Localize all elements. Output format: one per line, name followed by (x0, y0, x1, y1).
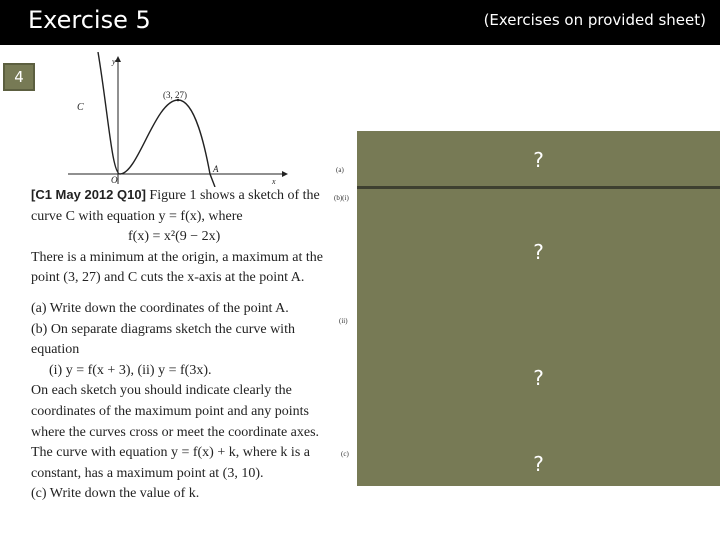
source-tag: [C1 May 2012 Q10] (31, 187, 146, 202)
equation: f(x) = x²(9 − 2x) (128, 229, 221, 245)
part-a-text: (a) Write down the coordinates of the point A. (31, 300, 289, 316)
answer-box-b-i-label: ? (533, 240, 544, 264)
answer-box-b-ii-label: ? (533, 366, 544, 390)
x-axis-label: x (272, 177, 276, 186)
answer-box-a-label: ? (533, 147, 544, 172)
part-b-instruction: On each sketch you should indicate clearly the coordinates of the maximum point and any points where the curves cross or meet the coordinate axes. (31, 383, 320, 440)
curve-label: C (77, 102, 84, 113)
part-c-text: (c) Write down the value of k. (31, 486, 200, 502)
slide-title: Exercise 5 (28, 6, 151, 34)
question-intro (31, 185, 331, 227)
curve-c (98, 52, 215, 187)
part-b-text: (b) On separate diagrams sketch the curve with equation (31, 321, 295, 358)
answer-box-c[interactable] (357, 441, 720, 486)
slide-subtitle: (Exercises on provided sheet) (483, 11, 706, 29)
part-b-options: (i) y = f(x + 3), (ii) y = f(3x). (49, 362, 212, 378)
point-a-label: A (213, 164, 219, 174)
max-point-label: (3, 27) (163, 90, 187, 100)
part-label-b-ii: (ii) (339, 317, 348, 325)
slide-header (0, 0, 720, 45)
y-axis-arrow (115, 56, 121, 62)
question-text (31, 185, 331, 505)
answer-box-b-i[interactable] (357, 189, 720, 315)
y-axis-label: y (112, 57, 116, 66)
question-number-badge: 4 (3, 63, 35, 91)
intro-text: Figure 1 shows a sketch of the curve C with equation y = f(x), where (31, 188, 320, 224)
answer-box-a[interactable] (357, 131, 720, 188)
part-label-c: (c) (341, 450, 349, 458)
part-label-b-i: (b)(i) (334, 194, 349, 202)
figure-curve-sketch (60, 52, 290, 187)
part-label-a: (a) (336, 166, 344, 174)
origin-label: O (111, 175, 118, 185)
x-axis-arrow (282, 171, 288, 177)
answer-box-c-label: ? (533, 451, 544, 476)
answer-box-b-ii[interactable] (357, 315, 720, 441)
part-c-intro: The curve with equation y = f(x) + k, where k is a constant, has a maximum point at (3, 10). (31, 445, 310, 481)
description: There is a minimum at the origin, a maximum at the point (3, 27) and C cuts the x-axis at the point A. (31, 249, 323, 286)
